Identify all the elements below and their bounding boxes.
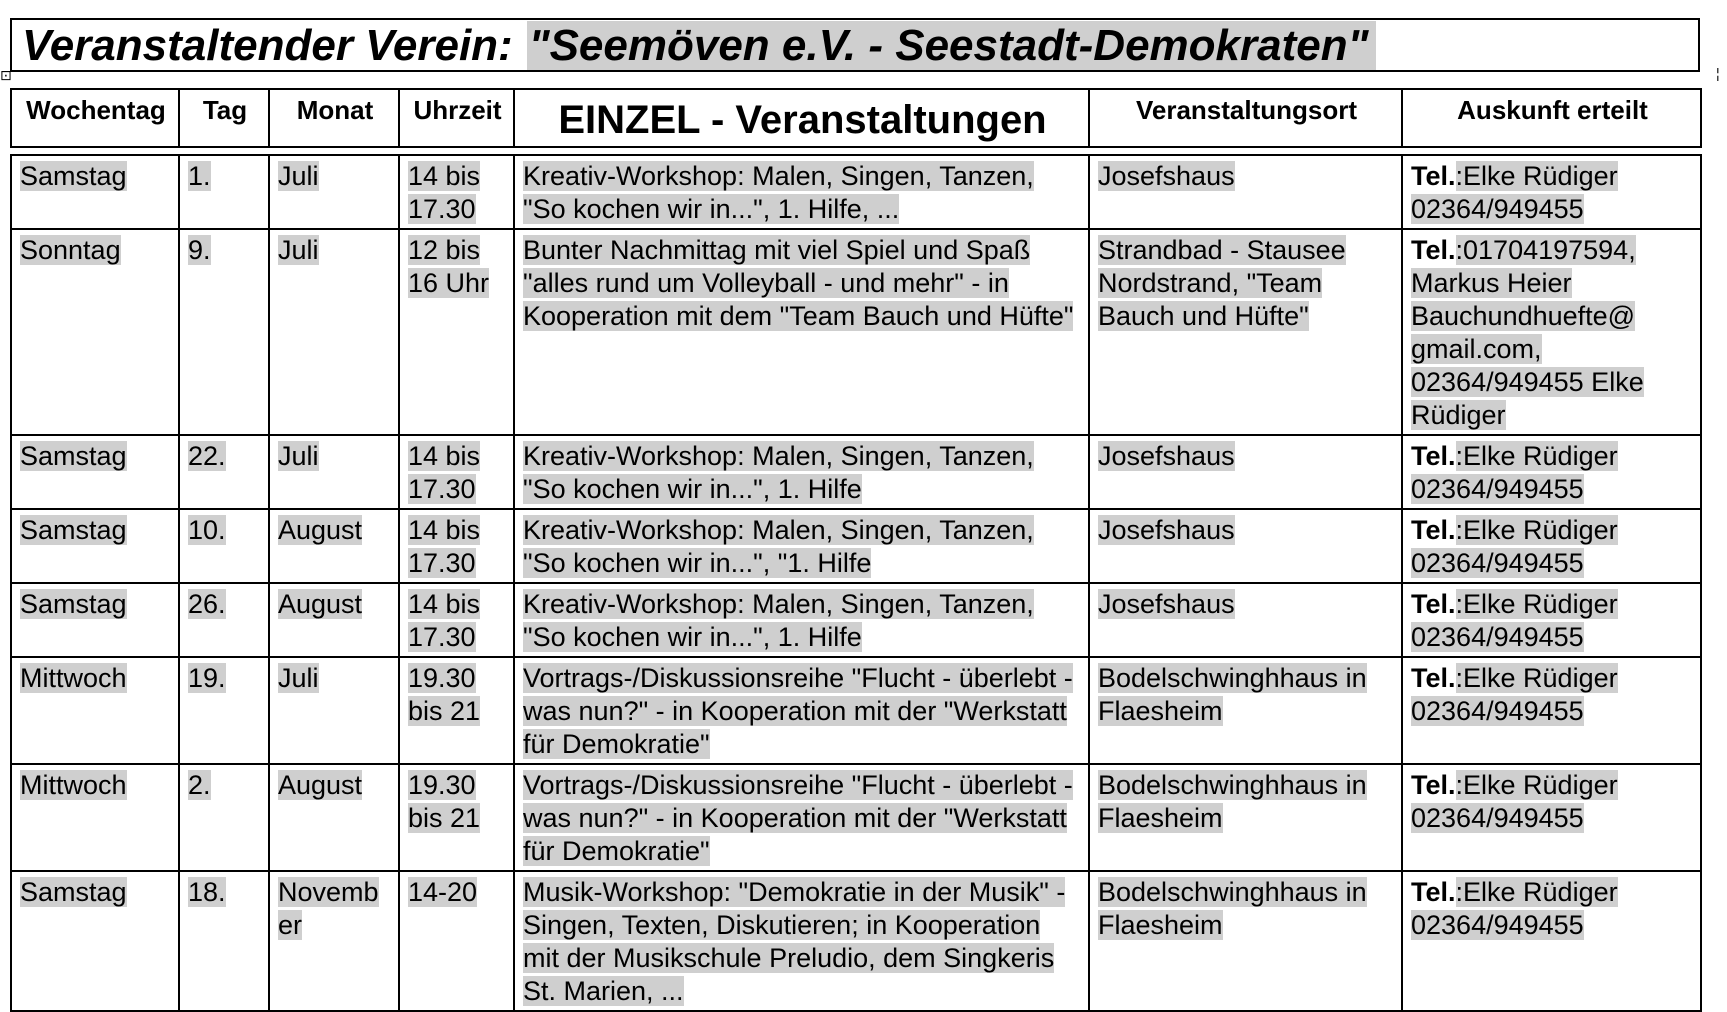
cell-wochentag-text: Sonntag bbox=[20, 235, 121, 265]
cell-wochentag bbox=[11, 229, 179, 435]
header-tag: Tag bbox=[179, 89, 269, 147]
cell-veranstaltung-text: Vortrags-/Diskussionsreihe "Flucht - überlebt - was nun?" - in Kooperation mit der "Werkstatt für Demokratie" bbox=[523, 663, 1073, 759]
cell-monat bbox=[269, 583, 399, 657]
cell-tag bbox=[179, 871, 269, 1011]
cell-ort bbox=[1089, 229, 1402, 435]
cell-ort-text: Bodelschwinghhaus in Flaesheim bbox=[1098, 877, 1367, 940]
header-veranstaltungen: EINZEL - Veranstaltungen bbox=[514, 89, 1089, 147]
table-row bbox=[11, 509, 1701, 583]
cell-veranstaltung-text: Kreativ-Workshop: Malen, Singen, Tanzen, "So kochen wir in...", "1. Hilfe bbox=[523, 515, 1034, 578]
table-row bbox=[11, 871, 1701, 1011]
cell-wochentag bbox=[11, 435, 179, 509]
cell-monat bbox=[269, 871, 399, 1011]
cell-auskunft bbox=[1402, 229, 1701, 435]
cell-wochentag bbox=[11, 509, 179, 583]
cell-tag bbox=[179, 435, 269, 509]
cell-veranstaltung bbox=[514, 657, 1089, 764]
title-box bbox=[10, 18, 1700, 72]
cell-uhrzeit-text: 12 bis 16 Uhr bbox=[408, 235, 490, 298]
cell-tag-text: 1. bbox=[188, 161, 211, 191]
tel-label: Tel. bbox=[1411, 441, 1456, 471]
cell-veranstaltung bbox=[514, 764, 1089, 871]
contact-text: :Elke Rüdiger 02364/949455 bbox=[1411, 161, 1618, 224]
cell-uhrzeit-text: 14-20 bbox=[408, 877, 478, 907]
cell-monat-text: Juli bbox=[278, 441, 319, 471]
cell-monat bbox=[269, 509, 399, 583]
tel-label: Tel. bbox=[1411, 161, 1456, 191]
cell-veranstaltung bbox=[514, 435, 1089, 509]
cell-wochentag-text: Samstag bbox=[20, 161, 127, 191]
cell-uhrzeit bbox=[399, 229, 514, 435]
cell-wochentag bbox=[11, 583, 179, 657]
cell-wochentag-text: Samstag bbox=[20, 589, 127, 619]
cell-veranstaltung bbox=[514, 871, 1089, 1011]
cell-veranstaltung-text: Kreativ-Workshop: Malen, Singen, Tanzen, "So kochen wir in...", 1. Hilfe, ... bbox=[523, 161, 1034, 224]
cell-uhrzeit-text: 14 bis 17.30 bbox=[408, 515, 481, 578]
cell-uhrzeit bbox=[399, 583, 514, 657]
header-wochentag: Wochentag bbox=[11, 89, 179, 147]
cell-auskunft bbox=[1402, 509, 1701, 583]
cell-monat bbox=[269, 435, 399, 509]
cell-ort-text: Josefshaus bbox=[1098, 441, 1235, 471]
cell-tag bbox=[179, 764, 269, 871]
contact-text: :Elke Rüdiger 02364/949455 bbox=[1411, 877, 1618, 940]
table-row bbox=[11, 229, 1701, 435]
tel-label: Tel. bbox=[1411, 589, 1456, 619]
cell-monat-text: Juli bbox=[278, 663, 319, 693]
cell-ort-text: Bodelschwinghhaus in Flaesheim bbox=[1098, 770, 1367, 833]
cell-wochentag-text: Samstag bbox=[20, 877, 127, 907]
cell-monat bbox=[269, 155, 399, 229]
cell-ort bbox=[1089, 871, 1402, 1011]
cell-ort-text: Strandbad - Stausee Nordstrand, "Team Bauch und Hüfte" bbox=[1098, 235, 1346, 331]
contact-text: :01704197594, Markus Heier Bauchundhuefte@ gmail.com, 02364/949455 Elke Rüdiger bbox=[1411, 235, 1644, 430]
table-body bbox=[11, 155, 1701, 1011]
header-ort: Veranstaltungsort bbox=[1089, 89, 1402, 147]
header-uhrzeit: Uhrzeit bbox=[399, 89, 514, 147]
cell-veranstaltung-text: Bunter Nachmittag mit viel Spiel und Spaß "alles rund um Volleyball - und mehr" - in Kooperation mit dem "Team Bauch und Hüfte" bbox=[523, 235, 1074, 331]
cell-tag bbox=[179, 155, 269, 229]
cell-veranstaltung-text: Kreativ-Workshop: Malen, Singen, Tanzen, "So kochen wir in...", 1. Hilfe bbox=[523, 589, 1034, 652]
table-row bbox=[11, 657, 1701, 764]
cell-uhrzeit-text: 14 bis 17.30 bbox=[408, 441, 481, 504]
cell-monat-text: August bbox=[278, 515, 363, 545]
cell-tag-text: 10. bbox=[188, 515, 226, 545]
table-move-handle-icon[interactable]: ⊡ bbox=[0, 67, 12, 83]
cell-veranstaltung bbox=[514, 229, 1089, 435]
cell-ort-text: Josefshaus bbox=[1098, 515, 1235, 545]
contact-text: :Elke Rüdiger 02364/949455 bbox=[1411, 770, 1618, 833]
cell-auskunft bbox=[1402, 871, 1701, 1011]
cell-veranstaltung-text: Musik-Workshop: "Demokratie in der Musik" - Singen, Texten, Diskutieren; in Kooperation mit der Musikschule Preludio, dem Singkeris St. Marien, ... bbox=[523, 877, 1066, 1006]
cell-uhrzeit bbox=[399, 657, 514, 764]
club-name: "Seemöven e.V. - Seestadt-Demokraten" bbox=[527, 21, 1377, 70]
cell-ort bbox=[1089, 764, 1402, 871]
cell-veranstaltung bbox=[514, 583, 1089, 657]
cell-monat-text: Juli bbox=[278, 235, 319, 265]
cell-uhrzeit-text: 14 bis 17.30 bbox=[408, 589, 481, 652]
cell-uhrzeit bbox=[399, 871, 514, 1011]
cell-auskunft bbox=[1402, 657, 1701, 764]
title-label: Veranstaltender Verein: bbox=[22, 21, 513, 70]
cell-wochentag bbox=[11, 657, 179, 764]
cell-ort bbox=[1089, 435, 1402, 509]
cell-wochentag bbox=[11, 871, 179, 1011]
cell-wochentag bbox=[11, 155, 179, 229]
tel-label: Tel. bbox=[1411, 877, 1456, 907]
tel-label: Tel. bbox=[1411, 235, 1456, 265]
header-gap-cell bbox=[11, 147, 1701, 155]
cell-ort-text: Josefshaus bbox=[1098, 161, 1235, 191]
tel-label: Tel. bbox=[1411, 663, 1456, 693]
tel-label: Tel. bbox=[1411, 515, 1456, 545]
cell-monat-text: Juli bbox=[278, 161, 319, 191]
cell-tag-text: 18. bbox=[188, 877, 226, 907]
cell-uhrzeit bbox=[399, 764, 514, 871]
header-monat: Monat bbox=[269, 89, 399, 147]
table-row bbox=[11, 155, 1701, 229]
contact-text: :Elke Rüdiger 02364/949455 bbox=[1411, 441, 1618, 504]
cell-uhrzeit bbox=[399, 435, 514, 509]
cell-veranstaltung-text: Kreativ-Workshop: Malen, Singen, Tanzen, "So kochen wir in...", 1. Hilfe bbox=[523, 441, 1034, 504]
cell-monat bbox=[269, 764, 399, 871]
cell-tag bbox=[179, 229, 269, 435]
cell-monat bbox=[269, 657, 399, 764]
table-row bbox=[11, 764, 1701, 871]
cell-wochentag bbox=[11, 764, 179, 871]
cell-veranstaltung bbox=[514, 155, 1089, 229]
cell-uhrzeit bbox=[399, 155, 514, 229]
cell-wochentag-text: Samstag bbox=[20, 441, 127, 471]
cell-ort bbox=[1089, 155, 1402, 229]
table-row bbox=[11, 583, 1701, 657]
contact-text: :Elke Rüdiger 02364/949455 bbox=[1411, 589, 1618, 652]
cell-auskunft bbox=[1402, 764, 1701, 871]
cell-tag bbox=[179, 583, 269, 657]
cell-tag-text: 9. bbox=[188, 235, 211, 265]
cell-ort bbox=[1089, 657, 1402, 764]
header-row bbox=[11, 89, 1701, 147]
cell-uhrzeit-text: 19.30 bis 21 bbox=[408, 770, 481, 833]
events-table bbox=[10, 88, 1702, 1012]
cell-monat-text: Novemb er bbox=[278, 877, 379, 940]
contact-text: :Elke Rüdiger 02364/949455 bbox=[1411, 515, 1618, 578]
cell-tag-text: 26. bbox=[188, 589, 226, 619]
cell-wochentag-text: Mittwoch bbox=[20, 770, 127, 800]
header-gap bbox=[11, 147, 1701, 155]
cell-uhrzeit-text: 14 bis 17.30 bbox=[408, 161, 481, 224]
cell-tag-text: 19. bbox=[188, 663, 226, 693]
cell-auskunft bbox=[1402, 435, 1701, 509]
cell-veranstaltung bbox=[514, 509, 1089, 583]
cell-uhrzeit-text: 19.30 bis 21 bbox=[408, 663, 481, 726]
tel-label: Tel. bbox=[1411, 770, 1456, 800]
cell-ort bbox=[1089, 583, 1402, 657]
cell-ort-text: Josefshaus bbox=[1098, 589, 1235, 619]
cell-ort bbox=[1089, 509, 1402, 583]
cell-wochentag-text: Mittwoch bbox=[20, 663, 127, 693]
cell-tag-text: 2. bbox=[188, 770, 211, 800]
cell-tag bbox=[179, 509, 269, 583]
cell-wochentag-text: Samstag bbox=[20, 515, 127, 545]
cell-monat-text: August bbox=[278, 589, 363, 619]
cell-ort-text: Bodelschwinghhaus in Flaesheim bbox=[1098, 663, 1367, 726]
cell-uhrzeit bbox=[399, 509, 514, 583]
cell-veranstaltung-text: Vortrags-/Diskussionsreihe "Flucht - überlebt - was nun?" - in Kooperation mit der "Werkstatt für Demokratie" bbox=[523, 770, 1073, 866]
cell-monat bbox=[269, 229, 399, 435]
cell-tag bbox=[179, 657, 269, 764]
contact-text: :Elke Rüdiger 02364/949455 bbox=[1411, 663, 1618, 726]
table-row bbox=[11, 435, 1701, 509]
cell-tag-text: 22. bbox=[188, 441, 226, 471]
header-auskunft: Auskunft erteilt bbox=[1402, 89, 1701, 147]
cell-monat-text: August bbox=[278, 770, 363, 800]
cell-auskunft bbox=[1402, 583, 1701, 657]
row-end-marker-icon: ¦ bbox=[1716, 65, 1720, 81]
cell-auskunft bbox=[1402, 155, 1701, 229]
page-title bbox=[22, 22, 1376, 70]
